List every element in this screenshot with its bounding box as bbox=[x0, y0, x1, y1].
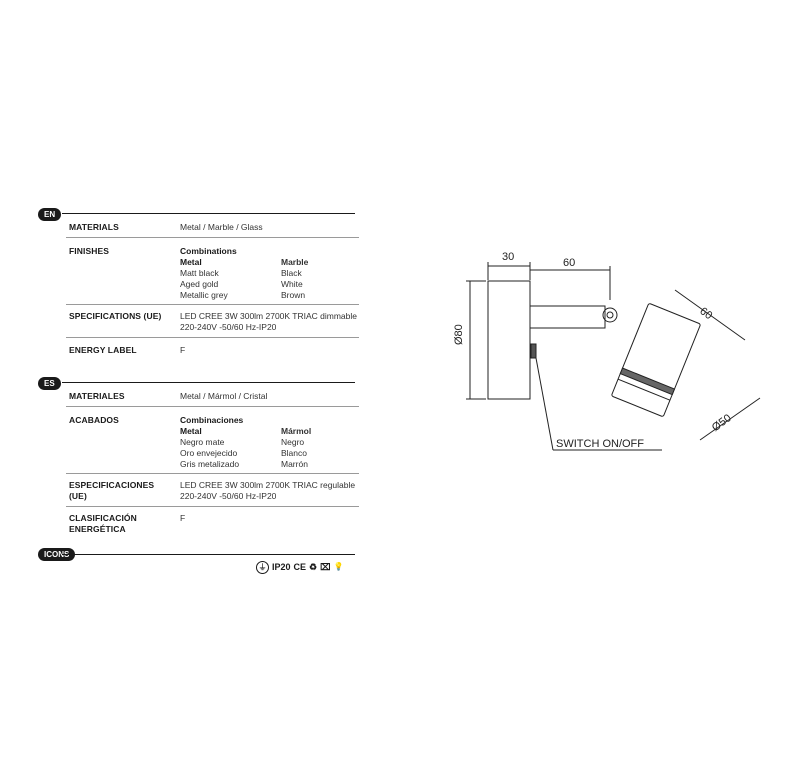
dimension-60-diagonal-label: 60 bbox=[697, 305, 715, 323]
metal-finish-item: Matt black bbox=[180, 268, 219, 278]
arm bbox=[530, 306, 605, 328]
especificaciones-line-1: LED CREE 3W 300lm 2700K TRIAC regulable bbox=[180, 480, 356, 490]
marmol-finish-item: Blanco bbox=[281, 448, 307, 458]
specifications-line-2: 220-240V -50/60 Hz-IP20 bbox=[180, 322, 277, 332]
ce-mark-icon: CE bbox=[293, 562, 307, 572]
dimension-80-label: Ø80 bbox=[453, 324, 465, 345]
especificaciones-label: ESPECIFICACIONES bbox=[69, 480, 155, 490]
marble-title: Marble bbox=[281, 257, 309, 267]
marble-finish-item: Brown bbox=[281, 290, 306, 300]
ground-icon: ⏚ bbox=[256, 561, 269, 574]
metal-title: Metal bbox=[180, 257, 202, 267]
recycle-icon: ♻ bbox=[309, 562, 318, 572]
dimension-50-label: Ø50 bbox=[709, 412, 734, 435]
section-tag-icons: ICONS bbox=[38, 548, 75, 561]
clasificacion-label: ENERGÉTICA bbox=[69, 524, 126, 534]
weee-bin-icon: ⌧ bbox=[320, 562, 331, 572]
section-tag-es: ES bbox=[38, 377, 61, 390]
joint-inner bbox=[607, 312, 613, 318]
metal-finish-item: Oro envejecido bbox=[180, 448, 238, 458]
materials-value: Metal / Marble / Glass bbox=[180, 222, 263, 232]
spotlight-head bbox=[611, 303, 700, 417]
switch-on-off-label: SWITCH ON/OFF bbox=[556, 438, 644, 450]
especificaciones-label: (UE) bbox=[69, 491, 87, 501]
section-tag-en: EN bbox=[38, 208, 61, 221]
combinaciones-title: Combinaciones bbox=[180, 415, 244, 425]
metal-title: Metal bbox=[180, 426, 202, 436]
marmol-title: Mármol bbox=[281, 426, 312, 436]
specifications-line-1: LED CREE 3W 300lm 2700K TRIAC dimmable bbox=[180, 311, 357, 321]
marble-finish-item: White bbox=[281, 279, 303, 289]
materials-label: MATERIALS bbox=[69, 222, 119, 232]
metal-finish-item: Metallic grey bbox=[180, 290, 228, 300]
dimension-60-top-label: 60 bbox=[563, 257, 576, 269]
clasificacion-value: F bbox=[180, 513, 186, 523]
clasificacion-label: CLASIFICACIÓN bbox=[69, 513, 137, 523]
metal-finish-item: Gris metalizado bbox=[180, 459, 240, 469]
ip20-icon: IP20 bbox=[272, 562, 291, 572]
acabados-label: ACABADOS bbox=[69, 415, 119, 425]
finishes-label: FINISHES bbox=[69, 246, 110, 256]
energy-label: ENERGY LABEL bbox=[69, 345, 137, 355]
materiales-value: Metal / Mármol / Cristal bbox=[180, 391, 268, 401]
wall-plate bbox=[488, 281, 530, 399]
metal-finish-item: Negro mate bbox=[180, 437, 225, 447]
marmol-finish-item: Marrón bbox=[281, 459, 308, 469]
energy-value: F bbox=[180, 345, 186, 355]
specifications-label: SPECIFICATIONS (UE) bbox=[69, 311, 162, 321]
switch bbox=[531, 344, 536, 358]
marble-finish-item: Black bbox=[281, 268, 302, 278]
dimension-30-label: 30 bbox=[502, 251, 515, 263]
especificaciones-line-2: 220-240V -50/60 Hz-IP20 bbox=[180, 491, 277, 501]
materiales-label: MATERIALES bbox=[69, 391, 125, 401]
marmol-finish-item: Negro bbox=[281, 437, 305, 447]
metal-finish-item: Aged gold bbox=[180, 279, 219, 289]
combinations-title: Combinations bbox=[180, 246, 237, 256]
led-bulb-icon: 💡 bbox=[333, 562, 344, 571]
